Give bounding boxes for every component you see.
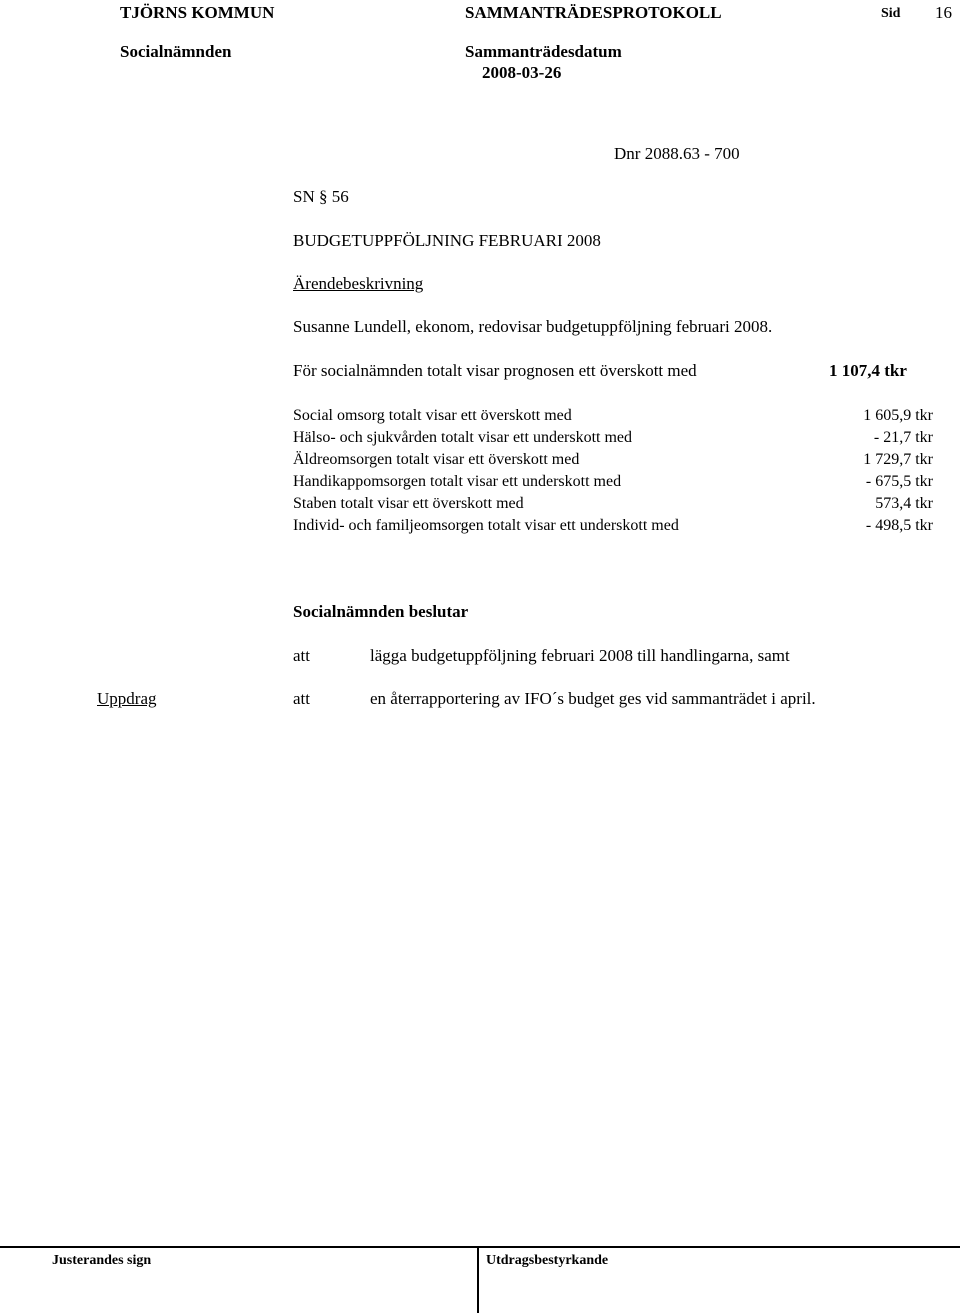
intro-text: Susanne Lundell, ekonom, redovisar budgetuppföljning februari 2008.: [293, 317, 773, 336]
section-heading: Ärendebeskrivning: [293, 274, 424, 293]
summary-value: 1 107,4 tkr: [829, 361, 907, 380]
item-label: Social omsorg totalt visar ett överskott med: [293, 407, 572, 424]
item-label: Staben totalt visar ett överskott med: [293, 495, 524, 512]
item-value: 1 605,9 tkr: [863, 407, 933, 424]
list-item: [293, 405, 933, 427]
case-title: BUDGETUPPFÖLJNING FEBRUARI 2008: [293, 231, 601, 250]
list-item: [293, 471, 933, 493]
meeting-date-label: Sammanträdesdatum: [465, 42, 622, 61]
page-number: 16: [935, 3, 952, 22]
footer-divider: [477, 1248, 479, 1313]
list-item: [293, 493, 933, 515]
decision-att: att: [293, 646, 310, 665]
item-label: Hälso- och sjukvården totalt visar ett underskott med: [293, 429, 633, 446]
org-name: TJÖRNS KOMMUN: [120, 3, 275, 22]
item-label: Äldreomsorgen totalt visar ett överskott med: [293, 451, 580, 468]
item-value: 573,4 tkr: [875, 495, 933, 512]
budget-item-list: [293, 405, 933, 537]
list-item: [293, 449, 933, 471]
document-type: SAMMANTRÄDESPROTOKOLL: [465, 3, 722, 22]
list-item: [293, 427, 933, 449]
assignment-marker: Uppdrag: [97, 689, 157, 708]
decision-att: att: [293, 689, 310, 708]
item-value: - 21,7 tkr: [873, 429, 933, 446]
item-value: - 675,5 tkr: [865, 473, 933, 490]
item-label: Handikappomsorgen totalt visar ett underskott med: [293, 473, 622, 490]
signature-footer: [0, 1246, 960, 1313]
page-label: Sid: [881, 6, 901, 21]
decision-text: en återrapportering av IFO´s budget ges vid sammanträdet i april.: [370, 689, 816, 708]
justerandes-sign-label: Justerandes sign: [52, 1253, 152, 1268]
dnr: Dnr 2088.63 - 700: [614, 144, 740, 163]
decision-heading: Socialnämnden beslutar: [293, 602, 469, 621]
item-label: Individ- och familjeomsorgen totalt visar ett underskott med: [293, 517, 679, 534]
board-name: Socialnämnden: [120, 42, 232, 61]
utdragsbestyrkande-label: Utdragsbestyrkande: [486, 1253, 609, 1268]
decision-text: lägga budgetuppföljning februari 2008 till handlingarna, samt: [370, 646, 790, 665]
sn-number: SN § 56: [293, 187, 349, 206]
item-value: 1 729,7 tkr: [863, 451, 933, 468]
list-item: [293, 515, 933, 537]
meeting-date: 2008-03-26: [482, 63, 562, 82]
item-value: - 498,5 tkr: [865, 517, 933, 534]
summary-label: För socialnämnden totalt visar prognosen ett överskott med: [293, 361, 697, 380]
